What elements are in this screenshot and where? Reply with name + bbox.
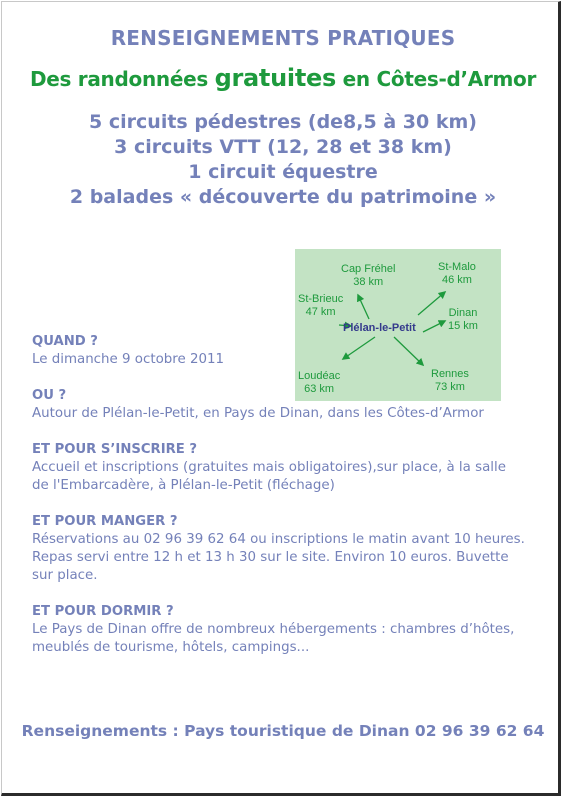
section-inscrire xyxy=(32,441,552,495)
section-text: Le dimanche 9 octobre 2011 xyxy=(32,352,225,367)
info-sections xyxy=(32,333,552,675)
section-text: Accueil et inscriptions (gratuites mais obligatoires),sur place, à la salle xyxy=(32,460,506,475)
map-center-label: Plélan-le-Petit xyxy=(343,322,416,334)
page-subtitle xyxy=(0,64,566,92)
section-text: meublés de tourisme, hôtels, campings... xyxy=(32,640,310,655)
map-city-dinan: Dinan 15 km xyxy=(448,307,478,332)
section-heading: QUAND ? xyxy=(32,334,98,349)
section-heading: ET POUR MANGER ? xyxy=(32,514,178,529)
section-heading: OU ? xyxy=(32,388,67,403)
subtitle-before: Des randonnées xyxy=(29,67,215,91)
section-text: Le Pays de Dinan offre de nombreux hébergements : chambres d’hôtes, xyxy=(32,622,515,637)
map-city-cap-frehel: Cap Fréhel 38 km xyxy=(341,263,396,288)
map-city-st-brieuc: St-Brieuc 47 km xyxy=(298,293,344,318)
section-text: Autour de Plélan-le-Petit, en Pays de Dinan, dans les Côtes-d’Armor xyxy=(32,406,484,421)
arrow-cap-frehel xyxy=(358,295,369,319)
arrow-dinan xyxy=(423,321,445,332)
subtitle-highlight: gratuites xyxy=(214,64,336,92)
subtitle-after: en Côtes-d’Armor xyxy=(335,67,537,91)
section-heading: ET POUR DORMIR ? xyxy=(32,604,174,619)
section-text: Repas servi entre 12 h et 13 h 30 sur le site. Environ 10 euros. Buvette xyxy=(32,550,509,565)
map-city-st-malo: St-Malo 46 km xyxy=(438,261,476,286)
footer-contact: Renseignements : Pays touristique de Dinan 02 96 39 62 64 xyxy=(21,722,545,740)
page-title: RENSEIGNEMENTS PRATIQUES xyxy=(110,26,456,50)
section-ou xyxy=(32,387,552,423)
circuit-line: 3 circuits VTT (12, 28 et 38 km) xyxy=(114,136,452,158)
section-text: Réservations au 02 96 39 62 64 ou inscriptions le matin avant 10 heures. xyxy=(32,532,525,547)
arrow-st-malo xyxy=(418,292,445,315)
section-quand xyxy=(32,333,552,369)
section-text: de l'Embarcadère, à Plélan-le-Petit (fléchage) xyxy=(32,478,335,493)
section-heading: ET POUR S’INSCRIRE ? xyxy=(32,442,198,457)
circuit-line: 2 balades « découverte du patrimoine » xyxy=(69,186,497,208)
section-manger xyxy=(32,513,552,585)
section-dormir xyxy=(32,603,552,657)
circuit-line: 1 circuit équestre xyxy=(188,161,378,183)
map-city-loudeac: Loudéac 63 km xyxy=(298,370,341,395)
section-text: sur place. xyxy=(32,568,98,583)
map-city-rennes: Rennes 73 km xyxy=(431,368,469,393)
circuits-list xyxy=(0,110,566,210)
circuit-line: 5 circuits pédestres (de8,5 à 30 km) xyxy=(89,111,477,133)
